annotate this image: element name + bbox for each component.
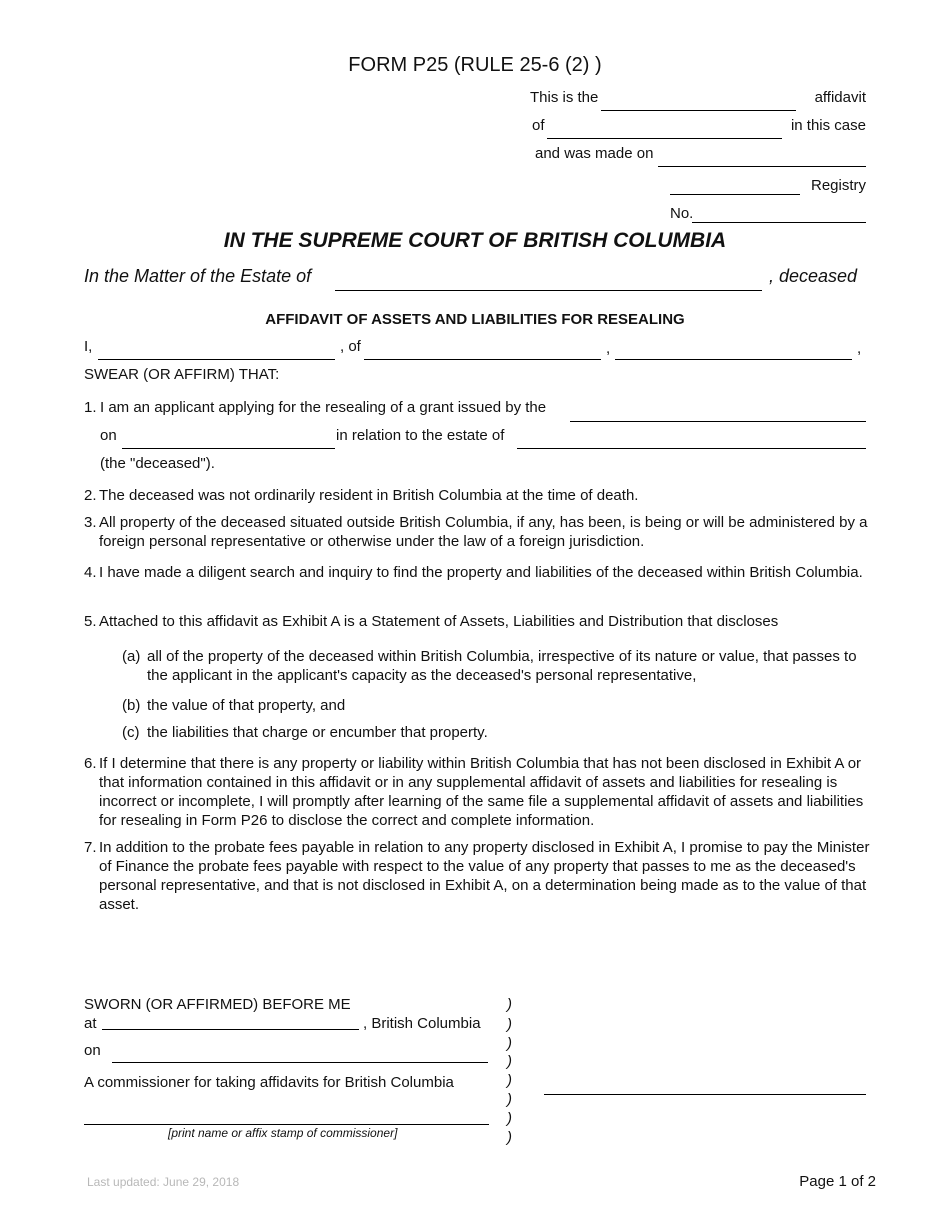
made-on-date-field[interactable] [658, 166, 866, 167]
subitem-label: (c) [122, 724, 140, 741]
affidavit-title: AFFIDAVIT OF ASSETS AND LIABILITIES FOR RESEALING [265, 311, 685, 328]
subitem-label: (a) [122, 648, 141, 665]
deponent-signature-field[interactable] [544, 1094, 866, 1095]
subitem-label: (b) [122, 697, 141, 714]
paragraph-6 [84, 754, 874, 829]
jurat-bc-label: , British Columbia [363, 1015, 481, 1032]
court-title: IN THE SUPREME COURT OF BRITISH COLUMBIA [223, 229, 727, 252]
applicant-comma-1: , [606, 340, 611, 357]
jurat-paren: ) [507, 1072, 512, 1089]
paragraph-text: The deceased was not ordinarily resident in British Columbia at the time of death. [99, 487, 639, 504]
jurat-paren: ) [507, 1053, 512, 1070]
paragraph-text: I have made a diligent search and inquiry to find the property and liabilities of the deceased within British Columbia. [99, 564, 863, 581]
jurat-paren: ) [507, 1110, 512, 1127]
made-on-label: and was made on [535, 145, 654, 162]
paragraph-5 [84, 612, 874, 631]
paragraph-text: In addition to the probate fees payable in relation to any property disclosed in Exhibit A, I promise to pay the Minister of Finance the probate fees payable with respect to the value of any property that passes to me as the deceased's personal representative, and that is not disclosed in Exhibit A, on a determination being made as to the value of that asset. [99, 839, 870, 913]
paragraph-2 [84, 486, 874, 505]
para-1-on-label: on [100, 427, 117, 444]
jurat-paren: ) [507, 1016, 512, 1033]
paragraph-7 [84, 838, 874, 913]
subitem-text: the value of that property, and [147, 697, 346, 714]
paragraph-4 [84, 563, 874, 582]
sworn-date-field[interactable] [112, 1062, 488, 1063]
affidavit-label: affidavit [814, 89, 866, 106]
paragraph-number: 2. [84, 487, 97, 504]
paragraph-number: 7. [84, 839, 97, 856]
applicant-name-field[interactable] [98, 359, 335, 360]
page-number: Page 1 of 2 [799, 1173, 876, 1190]
paragraph-3 [84, 513, 874, 550]
commissioner-label: A commissioner for taking affidavits for British Columbia [84, 1074, 454, 1091]
applicant-address-field[interactable] [364, 359, 601, 360]
registry-label: Registry [810, 177, 866, 194]
applicant-occupation-field[interactable] [615, 359, 852, 360]
jurat-on-label: on [84, 1042, 101, 1059]
para-1-number: 1. [84, 399, 97, 416]
estate-name-field[interactable] [335, 290, 762, 291]
commissioner-stamp-label: [print name or affix stamp of commissioner] [168, 1126, 398, 1140]
in-this-case-label: in this case [790, 117, 866, 134]
jurat-paren: ) [507, 1091, 512, 1108]
paragraph-number: 3. [84, 514, 97, 531]
paragraph-number: 5. [84, 613, 97, 630]
estate-suffix: , deceased [769, 266, 858, 286]
last-updated: Last updated: June 29, 2018 [87, 1175, 240, 1189]
applicant-comma-2: , [857, 340, 862, 357]
grant-date-field[interactable] [122, 448, 335, 449]
commissioner-signature-field[interactable] [84, 1124, 489, 1125]
subitem-text: the liabilities that charge or encumber that property. [147, 724, 488, 741]
paragraph-text: All property of the deceased situated outside British Columbia, if any, has been, is being or will be administered by a foreign personal representative or otherwise under the law of a foreign jurisdiction. [99, 514, 868, 550]
paragraph-number: 6. [84, 755, 97, 772]
sworn-before-me: SWORN (OR AFFIRMED) BEFORE ME [84, 996, 351, 1013]
paragraph-text: Attached to this affidavit as Exhibit A is a Statement of Assets, Liabilities and Distribution that discloses [99, 613, 779, 630]
jurat-at-label: at [84, 1015, 97, 1032]
registry-number-field[interactable] [692, 222, 866, 223]
estate-of-field[interactable] [517, 448, 866, 449]
number-label: No. [670, 205, 694, 222]
para-1-text: I am an applicant applying for the resealing of a grant issued by the [100, 399, 547, 416]
form-title: FORM P25 (RULE 25-6 (2) ) [348, 54, 602, 76]
paragraph-number: 4. [84, 564, 97, 581]
this-is-the-label: This is the [530, 89, 599, 106]
registry-field[interactable] [670, 194, 800, 195]
applicant-of-label: , of [340, 338, 361, 355]
deponent-name-field[interactable] [547, 138, 782, 139]
subitem-text: all of the property of the deceased within British Columbia, irrespective of its nature or value, that passes to the applicant in the applicant's capacity as the deceased's personal representative, [147, 648, 857, 684]
applicant-i-label: I, [84, 338, 93, 355]
jurat-paren: ) [507, 996, 512, 1013]
paragraph-text: If I determine that there is any property or liability within British Columbia that has not been disclosed in Exhibit A or that information contained in this affidavit or in any supplemental affidavit of assets and liabilities for resealing is incorrect or incomplete, I will promptly after learning of the same file a supplemental affidavit of assets and liabilities for resealing in Form P26 to disclose the correct and complete information. [99, 755, 864, 829]
of-label: of [532, 117, 545, 134]
estate-prefix: In the Matter of the Estate of [84, 266, 312, 286]
issuing-court-field[interactable] [570, 421, 866, 422]
para-1-deceased: (the "deceased"). [100, 455, 215, 472]
jurat-paren: ) [507, 1129, 512, 1146]
sworn-place-field[interactable] [102, 1029, 359, 1030]
para-1-relation-label: in relation to the estate of [336, 427, 505, 444]
swear-heading: SWEAR (OR AFFIRM) THAT: [84, 366, 280, 383]
jurat-paren: ) [507, 1035, 512, 1052]
affidavit-ordinal-field[interactable] [601, 110, 796, 111]
